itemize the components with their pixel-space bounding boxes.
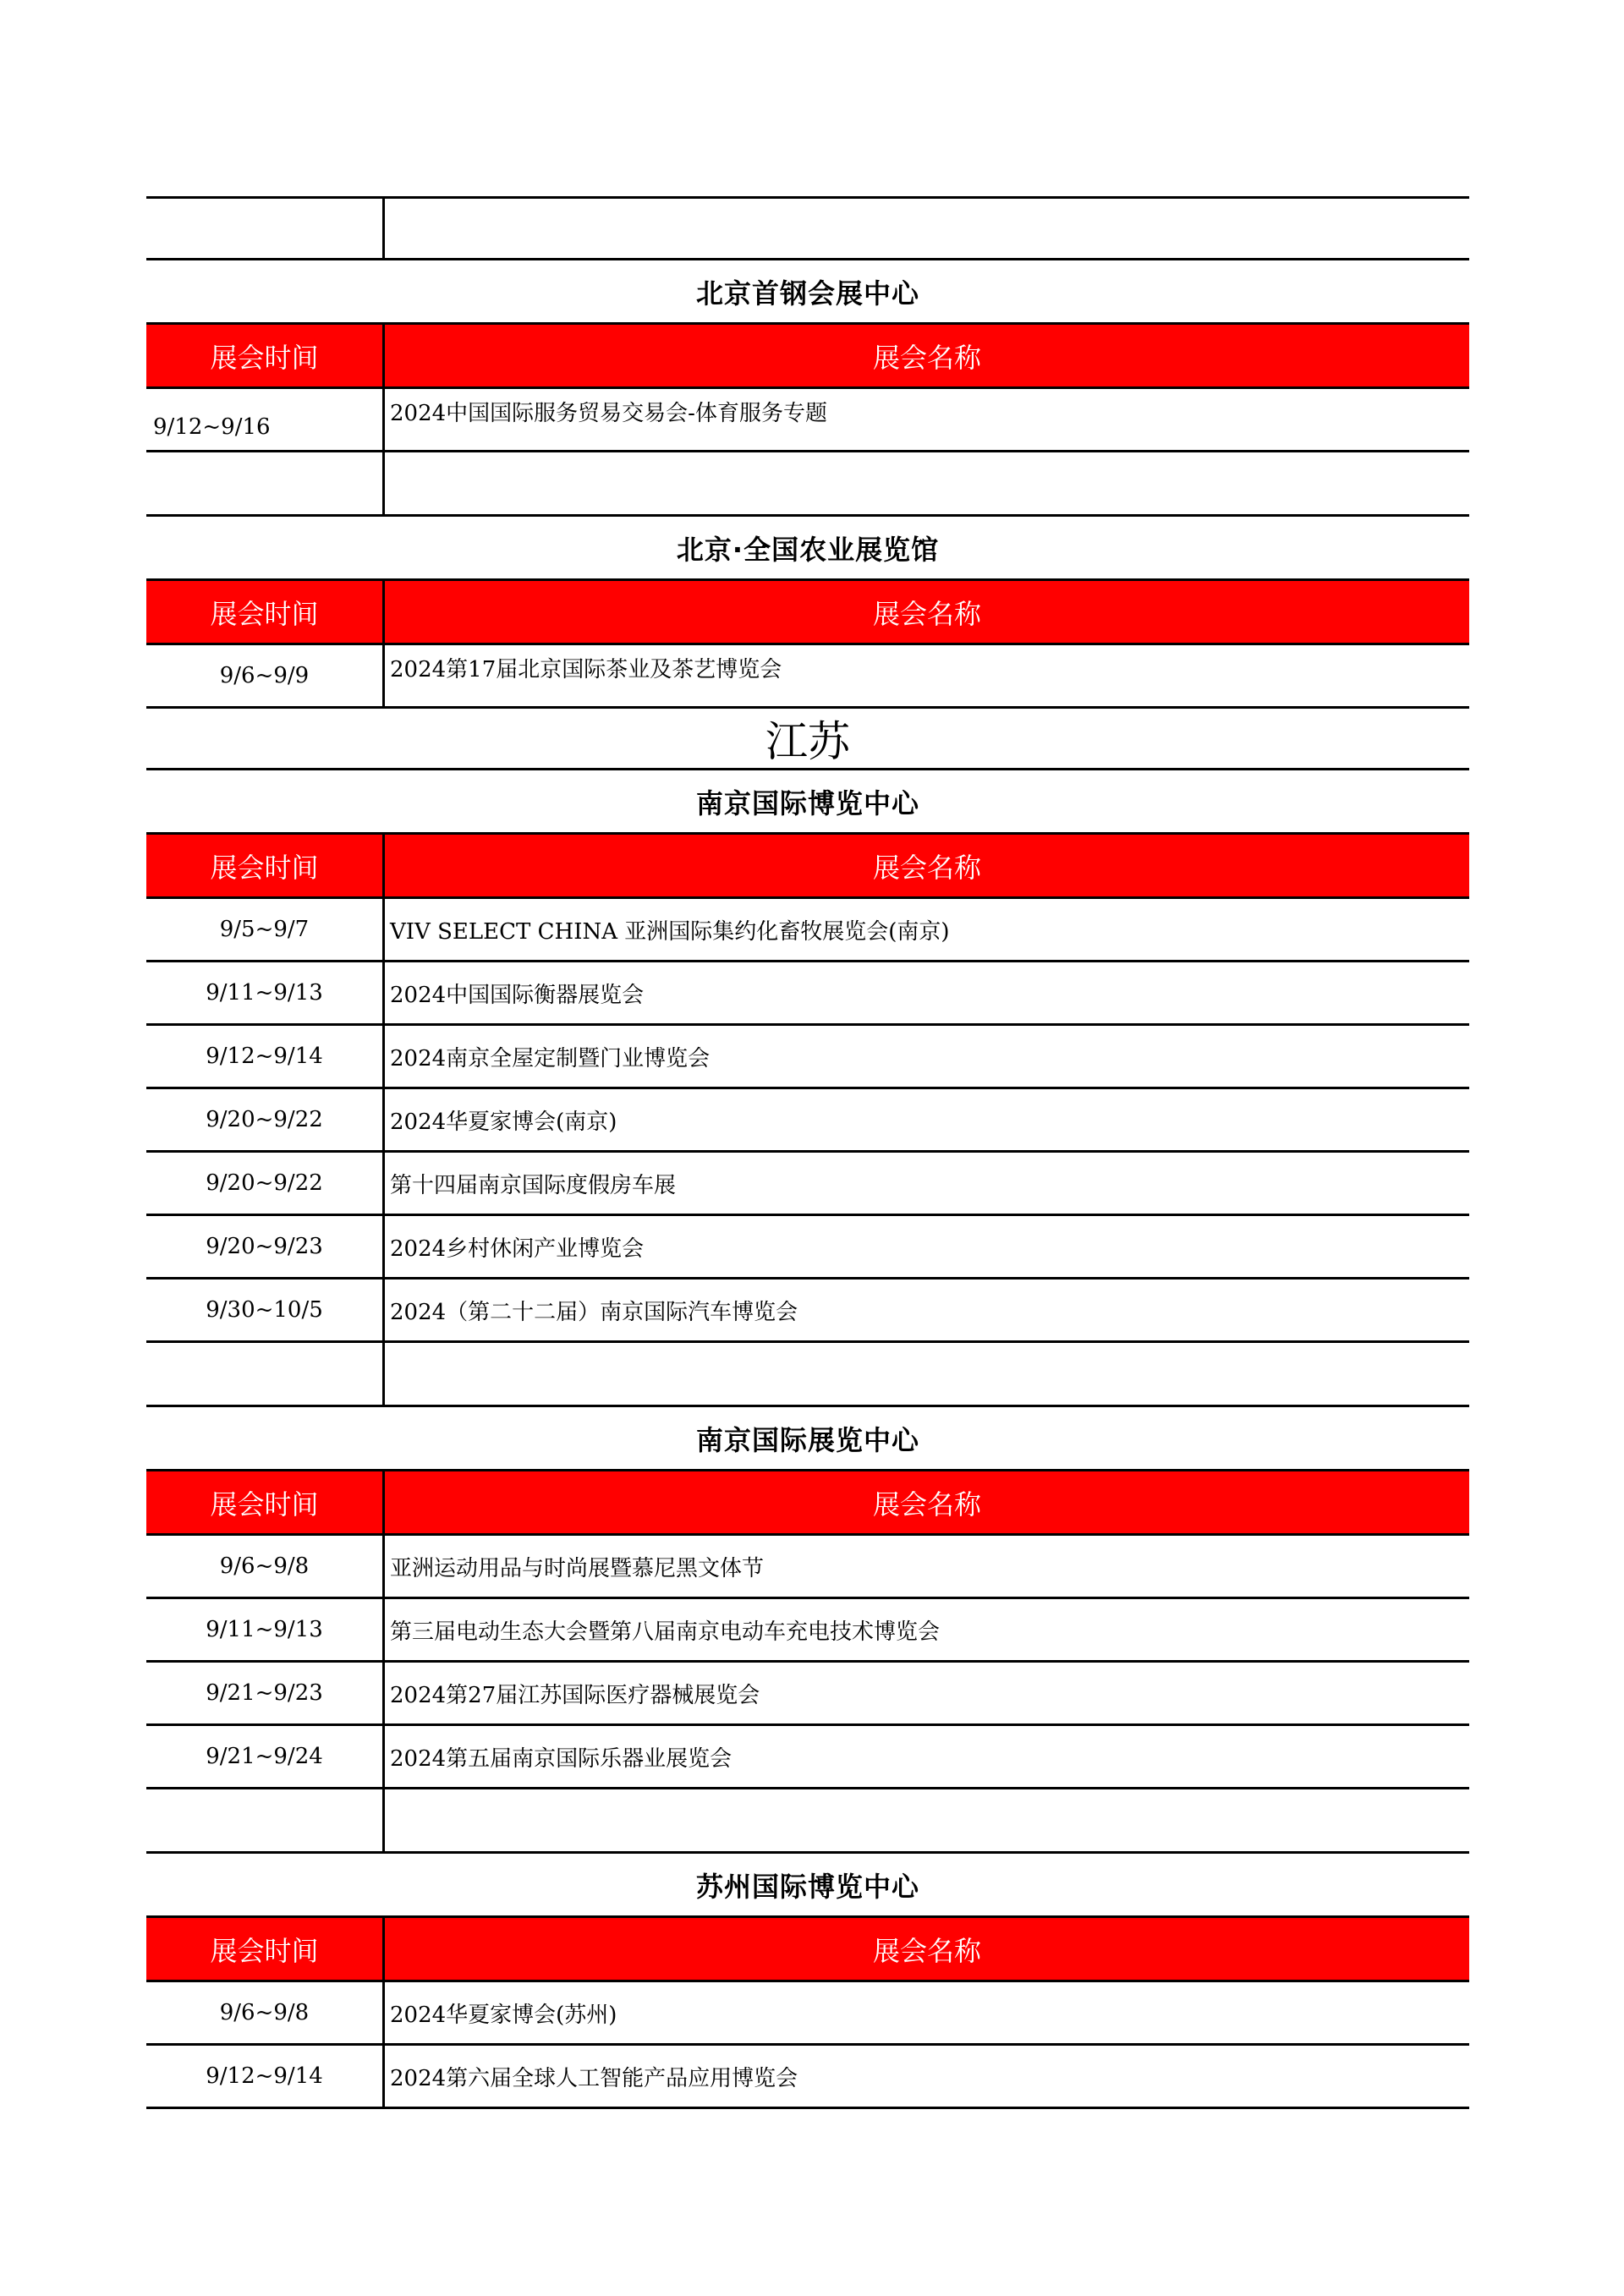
empty-row <box>146 1343 1469 1407</box>
exhibition-name: 2024华夏家博会(苏州) <box>390 2002 617 2028</box>
table-row <box>146 1663 1469 1726</box>
table-row <box>146 1536 1469 1599</box>
exhibition-name: 亚洲运动用品与时尚展暨慕尼黑文体节 <box>390 1555 765 1581</box>
table-row <box>146 1280 1469 1343</box>
venue-title: 北京·全国农业展览馆 <box>146 517 1469 581</box>
exhibition-name: 第三届电动生态大会暨第八届南京电动车充电技术博览会 <box>390 1619 941 1645</box>
exhibition-date: 9/11~9/13 <box>146 962 385 1023</box>
empty-cell <box>385 1343 1469 1405</box>
exhibition-date: 9/12~9/14 <box>146 2046 385 2107</box>
exhibition-name: 第十四届南京国际度假房车展 <box>390 1172 677 1198</box>
table-row <box>146 1599 1469 1663</box>
venue-title: 苏州国际博览中心 <box>146 1854 1469 1918</box>
table-row <box>146 645 1469 709</box>
empty-cell <box>146 1343 385 1405</box>
table-row <box>146 962 1469 1026</box>
exhibition-date: 9/20~9/23 <box>146 1216 385 1277</box>
venue-title: 南京国际博览中心 <box>146 770 1469 835</box>
table-row <box>146 899 1469 962</box>
exhibition-date: 9/5~9/7 <box>146 899 385 960</box>
table-header <box>146 1471 1469 1536</box>
exhibition-name: 2024南京全屋定制暨门业博览会 <box>390 1045 710 1071</box>
empty-cell <box>385 199 1469 258</box>
exhibition-name: 2024第五届南京国际乐器业展览会 <box>390 1745 732 1772</box>
exhibition-date: 9/11~9/13 <box>146 1599 385 1660</box>
table-row <box>146 1026 1469 1089</box>
exhibition-name: 2024第17届北京国际茶业及茶艺博览会 <box>390 657 782 682</box>
empty-cell <box>146 1789 385 1851</box>
exhibition-name: 2024中国国际衡器展览会 <box>390 982 645 1008</box>
table-header <box>146 325 1469 389</box>
header-name: 展会名称 <box>872 341 981 374</box>
exhibition-date: 9/6~9/8 <box>146 1982 385 2043</box>
empty-row <box>146 1789 1469 1854</box>
exhibition-date: 9/20~9/22 <box>146 1153 385 1214</box>
exhibition-name: VIV SELECT CHINA 亚洲国际集约化畜牧展览会(南京) <box>390 918 950 945</box>
table-row <box>146 1089 1469 1153</box>
header-name: 展会名称 <box>872 851 981 884</box>
table-row <box>146 1153 1469 1216</box>
empty-cell <box>146 199 385 258</box>
empty-row <box>146 196 1469 260</box>
exhibition-date: 9/21~9/24 <box>146 1726 385 1787</box>
exhibition-schedule-sheet <box>146 196 1469 2109</box>
header-name: 展会名称 <box>872 1934 981 1967</box>
exhibition-date: 9/12~9/14 <box>146 1026 385 1087</box>
exhibition-date: 9/6~9/8 <box>146 1536 385 1597</box>
header-date: 展会时间 <box>146 1471 385 1533</box>
exhibition-date: 9/21~9/23 <box>146 1663 385 1723</box>
table-row <box>146 1216 1469 1280</box>
exhibition-date: 9/30~10/5 <box>146 1280 385 1340</box>
venue-title: 南京国际展览中心 <box>146 1407 1469 1471</box>
exhibition-date: 9/12~9/16 <box>146 389 385 450</box>
exhibition-name: 2024第27届江苏国际医疗器械展览会 <box>390 1682 760 1708</box>
header-name: 展会名称 <box>872 1488 981 1521</box>
header-date: 展会时间 <box>146 835 385 896</box>
table-row <box>146 1726 1469 1789</box>
header-date: 展会时间 <box>146 325 385 386</box>
table-row <box>146 1982 1469 2046</box>
empty-row <box>146 452 1469 517</box>
table-header <box>146 835 1469 899</box>
header-date: 展会时间 <box>146 581 385 643</box>
province-title: 江苏 <box>146 709 1469 770</box>
exhibition-name: 2024第六届全球人工智能产品应用博览会 <box>390 2065 798 2091</box>
header-date: 展会时间 <box>146 1918 385 1980</box>
exhibition-name: 2024乡村休闲产业博览会 <box>390 1236 645 1262</box>
table-header <box>146 581 1469 645</box>
exhibition-name: 2024华夏家博会(南京) <box>390 1109 617 1135</box>
empty-cell <box>146 452 385 514</box>
venue-title: 北京首钢会展中心 <box>146 260 1469 325</box>
exhibition-date: 9/6~9/9 <box>146 645 385 706</box>
table-row <box>146 2046 1469 2109</box>
empty-cell <box>385 452 1469 514</box>
exhibition-name: 2024中国国际服务贸易交易会-体育服务专题 <box>390 401 827 426</box>
exhibition-date: 9/20~9/22 <box>146 1089 385 1150</box>
empty-cell <box>385 1789 1469 1851</box>
table-row <box>146 389 1469 452</box>
table-header <box>146 1918 1469 1982</box>
header-name: 展会名称 <box>872 597 981 630</box>
exhibition-name: 2024（第二十二届）南京国际汽车博览会 <box>390 1299 798 1325</box>
